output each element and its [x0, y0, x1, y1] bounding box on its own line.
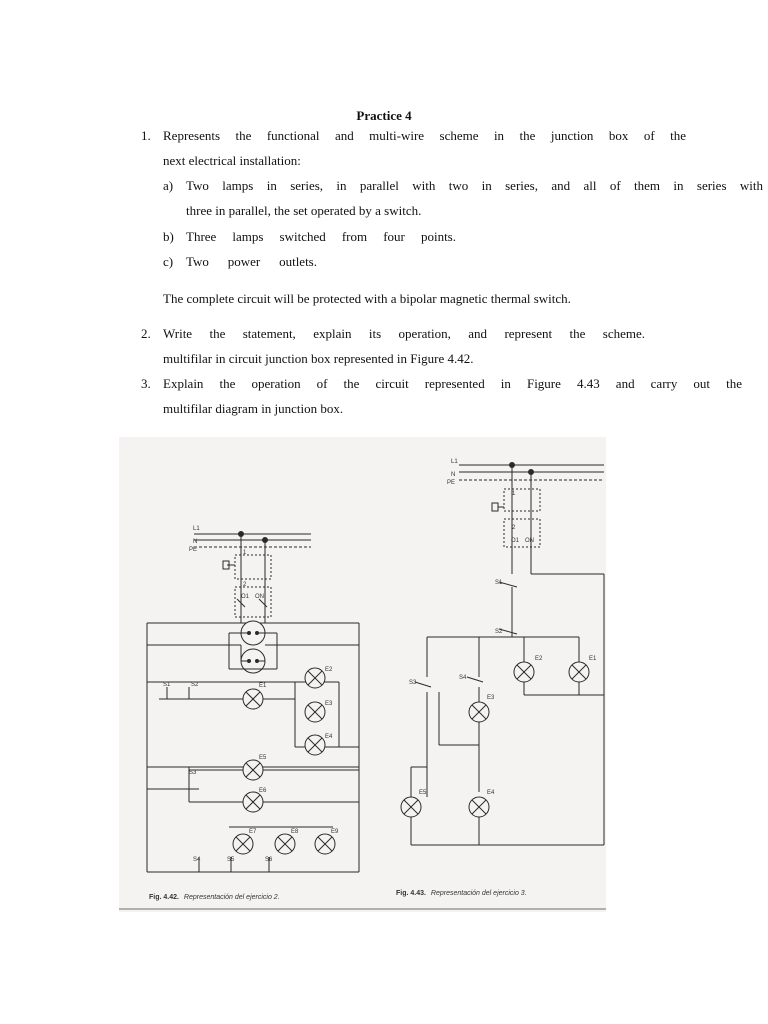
label-s1: S1 [163, 682, 171, 688]
caption-right-text: Representación del ejercicio 3. [430, 890, 527, 897]
label-s6: S6 [265, 857, 273, 863]
label-1-right: 1 [512, 491, 516, 497]
label-e1-right: E1 [589, 656, 597, 662]
item-number: 1. [141, 128, 151, 143]
label-e7: E7 [249, 829, 257, 835]
label-e1: E1 [259, 683, 267, 689]
label-2-right: 2 [512, 525, 516, 531]
item-number: 2. [141, 326, 151, 341]
item-1-line-1: Represents the functional and multi-wire scheme in the junction box of the [163, 128, 686, 143]
caption-left-number: Fig. 4.42. [149, 894, 179, 901]
subitem-label-c: c) [163, 254, 174, 269]
label-2: 2 [243, 582, 247, 588]
label-o1-right: O1 [511, 538, 520, 544]
label-e3-right: E3 [487, 695, 495, 701]
label-e5: E5 [259, 755, 267, 761]
label-s5: S5 [227, 857, 235, 863]
label-e8: E8 [291, 829, 299, 835]
item-2-line-2: multifilar in circuit junction box represented in Figure 4.42. [163, 351, 474, 366]
subitem-c-line-1: Two power outlets. [186, 254, 317, 269]
label-n-right: N [451, 472, 456, 478]
circuit-figure [119, 437, 606, 912]
label-e9: E9 [331, 829, 339, 835]
label-o1: O1 [241, 594, 250, 600]
subitem-label-b: b) [163, 229, 174, 244]
item-number: 3. [141, 376, 151, 391]
label-e4-right: E4 [487, 790, 495, 796]
svg-text:Fig. 4.42. Representació [149, 894, 280, 901]
subitem-b-line-1: Three lamps switched from four points. [186, 229, 456, 244]
caption-left-text: Representación del ejercicio 2. [183, 894, 280, 901]
label-pe-right: PE [447, 480, 456, 486]
label-s4-right: S4 [459, 675, 467, 681]
subitem-a-line-1: Two lamps in series, in parallel with two in series, and all of them in series with [186, 178, 763, 193]
item-1-line-2: next electrical installation: [163, 153, 301, 168]
item-3-line-2: multifilar diagram in junction box. [163, 401, 344, 416]
label-l1-right: L1 [451, 459, 458, 465]
label-s4: S4 [193, 857, 201, 863]
subitem-label-a: a) [163, 178, 174, 193]
label-1: 1 [243, 550, 247, 556]
label-e4: E4 [325, 734, 333, 740]
label-e3: E3 [325, 701, 333, 707]
label-on-right: ON [525, 538, 534, 544]
label-s2: S2 [191, 682, 199, 688]
label-s1-right: S1 [495, 580, 503, 586]
subitem-a-line-2: three in parallel, the set operated by a switch. [186, 203, 422, 218]
label-s3: S3 [189, 770, 197, 776]
label-s2-right: S2 [495, 629, 503, 635]
label-e6: E6 [259, 788, 267, 794]
figure-4-43-diagram [396, 459, 604, 897]
item-3-line-1: Explain the operation of the circuit represented in Figure 4.43 and carry out the [163, 376, 742, 391]
label-e5-right: E5 [419, 790, 427, 796]
item-1-note: The complete circuit will be protected with a bipolar magnetic thermal switch. [163, 291, 571, 306]
circuit-diagrams [119, 437, 606, 912]
label-n: N [193, 539, 198, 545]
label-s3-right: S3 [409, 680, 417, 686]
label-e2: E2 [325, 667, 333, 673]
label-l1: L1 [193, 526, 200, 532]
label-e2-right: E2 [535, 656, 543, 662]
item-2-line-1: Write the statement, explain its operation, and represent the scheme. [163, 326, 645, 341]
svg-text:Fig. 4.43. Representació [396, 890, 527, 897]
label-pe: PE [189, 547, 198, 553]
label-on: ON [255, 594, 264, 600]
figure-4-42-diagram [147, 526, 359, 901]
caption-right-number: Fig. 4.43. [396, 890, 426, 897]
page-title: Practice 4 [356, 108, 412, 123]
